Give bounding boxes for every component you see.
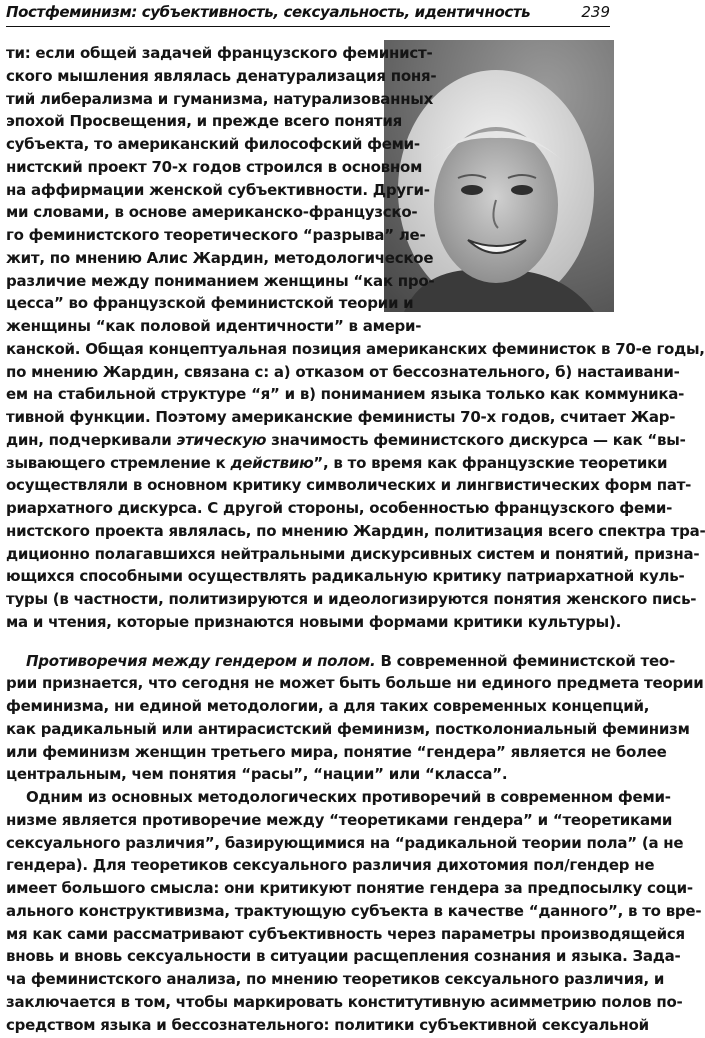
text-segment: го феминистского теоретического “разрыва” ле- bbox=[6, 226, 426, 244]
text-segment: ми словами, в основе американско-французско- bbox=[6, 203, 418, 222]
text-segment: ти: если общей задачей французского феминист- bbox=[6, 44, 433, 62]
text-segment: как радикальный или антирасистский феминизм, постколониальный феминизм bbox=[6, 719, 690, 738]
running-header bbox=[6, 0, 610, 27]
text-segment: цесса” во французской феминистской теории и bbox=[6, 294, 414, 313]
text-segment: Одним из основных методологических противоречий в современном феми- bbox=[26, 788, 671, 806]
text-segment: на аффирмации женской субъективности. Други- bbox=[6, 180, 430, 199]
text-segment: диционно полагавшихся нейтральными дискурсивных систем и понятий, призна- bbox=[6, 544, 700, 563]
text-segment: женщины “как половой идентичности” в амери- bbox=[6, 317, 422, 335]
text-segment: низме является противоречие между “теоретиками гендера” и “теоретиками bbox=[6, 810, 673, 829]
italic-emphasis: действию bbox=[230, 453, 314, 472]
text-segment: мя как сами рассматривают субъективность через параметры производящейся bbox=[6, 924, 685, 943]
text-segment: нистский проект 70-х годов строился в основном bbox=[6, 157, 423, 176]
text-line bbox=[6, 609, 622, 635]
running-title: Постфеминизм: субъективность, сексуальность, идентичность bbox=[6, 3, 531, 21]
page-number: 239 bbox=[581, 3, 610, 21]
text-segment: тий либерализма и гуманизма, натурализованных bbox=[6, 89, 434, 108]
text-segment: осуществляли в основном критику символических и лингвистических форм пат- bbox=[6, 476, 692, 495]
text-segment: рии признается, что сегодня не может быть больше ни единого предмета теории bbox=[6, 674, 704, 693]
text-segment: ”, в то время как французские теоретики bbox=[313, 453, 668, 472]
text-segment: эпохой Просвещения, и прежде всего понятия bbox=[6, 112, 402, 131]
text-segment: ющихся способными осуществлять радикальную критику патриархатной куль- bbox=[6, 567, 685, 586]
text-segment: по мнению Жардин, связана с: а) отказом от бессознательного, б) настаивани- bbox=[6, 362, 680, 381]
text-segment: туры (в частности, политизируются и идеологизируются понятия женского пись- bbox=[6, 590, 697, 608]
text-segment: ча феминистского анализа, по мнению теоретиков сексуального различия, и bbox=[6, 970, 665, 988]
text-segment: нистского проекта являлась, по мнению Жардин, политизация всего спектра тра- bbox=[6, 521, 705, 540]
text-segment: В современной феминистской тео- bbox=[375, 651, 675, 670]
text-segment: различие между пониманием женщины “как про- bbox=[6, 271, 435, 290]
text-segment: ского мышления являлась денатурализация поня- bbox=[6, 66, 437, 85]
text-segment: центральным, чем понятия “расы”, “нации” или “класса”. bbox=[6, 765, 508, 784]
text-segment: ем на стабильной структуре “я” и в) пониманием языка только как коммуника- bbox=[6, 385, 685, 404]
text-segment: сексуального различия”, базирующимися на “радикальной теории пола” (а не bbox=[6, 833, 684, 852]
text-segment: ального конструктивизма, трактующую субъекта в качестве “данного”, в то вре- bbox=[6, 901, 702, 920]
text-segment: субъекта, то американский философский феми- bbox=[6, 135, 420, 153]
text-segment: заключается в том, чтобы маркировать конститутивную асимметрию полов по- bbox=[6, 992, 683, 1011]
text-line bbox=[6, 1012, 649, 1038]
text-segment: ма и чтения, которые признаются новыми формами критики культуры). bbox=[6, 612, 622, 631]
text-segment: значимость феминистского дискурса — как “вы- bbox=[266, 430, 686, 449]
text-segment: средством языка и бессознательного: политики субъективной сексуальной bbox=[6, 1015, 649, 1034]
text-segment: риархатного дискурса. С другой стороны, особенностью французского феми- bbox=[6, 499, 673, 517]
text-segment: тивной функции. Поэтому американские феминисты 70-х годов, считает Жар- bbox=[6, 408, 676, 426]
italic-emphasis: Противоречия между гендером и полом. bbox=[26, 651, 376, 670]
text-segment: зывающего стремление к bbox=[6, 453, 231, 472]
text-segment: жит, по мнению Алис Жардин, методологическое bbox=[6, 248, 434, 267]
text-segment: вновь и вновь сексуальности в ситуации расщепления сознания и языка. Зада- bbox=[6, 947, 681, 966]
text-segment: феминизма, ни единой методологии, а для таких современных концепций, bbox=[6, 697, 650, 715]
text-segment: канской. Общая концептуальная позиция американских феминисток в 70-е годы, bbox=[6, 339, 705, 358]
text-segment: или феминизм женщин третьего мира, понятие “гендера” является не более bbox=[6, 742, 667, 761]
text-segment: имеет большого смысла: они критикуют понятие гендера за предпосылку соци- bbox=[6, 879, 693, 897]
italic-emphasis: этическую bbox=[176, 430, 267, 449]
text-segment: дин, подчеркивали bbox=[6, 430, 177, 449]
text-segment: гендера). Для теоретиков сексуального различия дихотомия пол/гендер не bbox=[6, 856, 655, 875]
